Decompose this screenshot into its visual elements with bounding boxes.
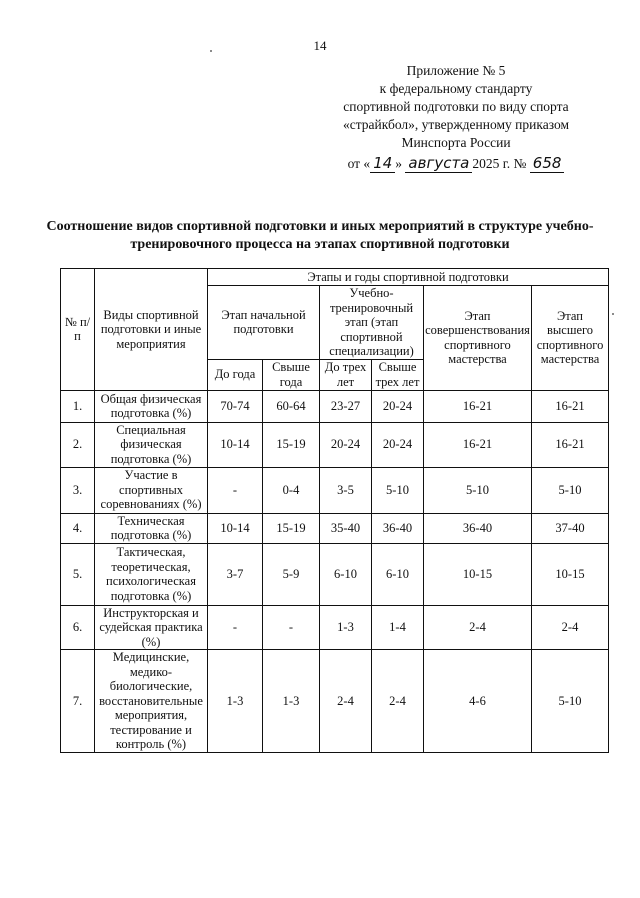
ratio-table [60, 268, 609, 753]
table-row [61, 543, 609, 605]
value-initial-2: 1-3 [263, 650, 320, 753]
row-name: Инструкторская и судейская практика (%) [95, 605, 208, 650]
value-training-2: 2-4 [372, 650, 424, 753]
document-title: Соотношение видов спортивной подготовки и иных мероприятий в структуре учебно-тренировочного процесса на этапах спортивной подготовки [46, 219, 594, 252]
row-num: 7. [61, 650, 95, 753]
value-training-1: 6-10 [320, 543, 372, 605]
page-number: 14 [313, 38, 327, 53]
row-name: Техническая подготовка (%) [95, 513, 208, 543]
date-month-handwritten: августа [405, 154, 472, 173]
value-initial-1: 1-3 [208, 650, 263, 753]
value-training-1: 3-5 [320, 467, 372, 513]
value-initial-1: - [208, 467, 263, 513]
value-highest: 5-10 [532, 650, 609, 753]
value-highest: 2-4 [532, 605, 609, 650]
value-initial-2: 5-9 [263, 543, 320, 605]
value-initial-1: 10-14 [208, 513, 263, 543]
row-name: Тактическая, теоретическая, психологическая подготовка (%) [95, 543, 208, 605]
header-num: № п/п [61, 269, 95, 391]
value-improvement: 36-40 [424, 513, 532, 543]
row-num: 3. [61, 467, 95, 513]
header-type: Виды спортивной подготовки и иные мероприятия [95, 269, 208, 391]
date-year: 2025 г. № [472, 156, 527, 171]
header-stage-highest: Этап высшего спортивного мастерства [532, 286, 609, 391]
annex-block [306, 62, 606, 173]
header-sub-initial-2: Свыше года [263, 359, 320, 390]
value-training-1: 23-27 [320, 390, 372, 422]
date-day-handwritten: 14 [370, 154, 395, 173]
table-header-row-1 [61, 269, 609, 286]
table-row [61, 650, 609, 753]
value-initial-1: 3-7 [208, 543, 263, 605]
value-initial-2: 0-4 [263, 467, 320, 513]
value-initial-1: 10-14 [208, 422, 263, 467]
table-row [61, 422, 609, 467]
value-improvement: 5-10 [424, 467, 532, 513]
table-row [61, 605, 609, 650]
date-mid: » [395, 156, 403, 171]
value-highest: 16-21 [532, 390, 609, 422]
row-num: 5. [61, 543, 95, 605]
value-training-1: 2-4 [320, 650, 372, 753]
row-name: Участие в спортивных соревнованиях (%) [95, 467, 208, 513]
row-num: 1. [61, 390, 95, 422]
value-initial-1: - [208, 605, 263, 650]
value-training-2: 36-40 [372, 513, 424, 543]
value-highest: 16-21 [532, 422, 609, 467]
annex-line-4: «страйкбол», утвержденному приказом [343, 117, 569, 132]
value-improvement: 16-21 [424, 422, 532, 467]
value-highest: 5-10 [532, 467, 609, 513]
annex-line-5: Минспорта России [401, 135, 511, 150]
annex-line-1: Приложение № 5 [406, 63, 506, 78]
value-initial-2: 15-19 [263, 422, 320, 467]
table-row [61, 390, 609, 422]
header-sub-training-1: До трех лет [320, 359, 372, 390]
annex-line-2: к федеральному стандарту [379, 81, 533, 96]
row-num: 2. [61, 422, 95, 467]
value-training-2: 20-24 [372, 390, 424, 422]
header-stages: Этапы и годы спортивной подготовки [208, 269, 609, 286]
order-number-handwritten: 658 [530, 154, 565, 173]
row-num: 4. [61, 513, 95, 543]
value-training-1: 20-24 [320, 422, 372, 467]
value-initial-2: - [263, 605, 320, 650]
header-sub-initial-1: До года [208, 359, 263, 390]
row-num: 6. [61, 605, 95, 650]
value-initial-1: 70-74 [208, 390, 263, 422]
value-training-1: 35-40 [320, 513, 372, 543]
value-training-2: 5-10 [372, 467, 424, 513]
order-date-line [306, 154, 606, 173]
value-initial-2: 60-64 [263, 390, 320, 422]
value-improvement: 4-6 [424, 650, 532, 753]
header-stage-improvement: Этап совершенствования спортивного мастерства [424, 286, 532, 391]
header-stage-initial: Этап начальной подготовки [208, 286, 320, 360]
value-training-2: 6-10 [372, 543, 424, 605]
header-stage-training: Учебно-тренировочный этап (этап спортивной специализации) [320, 286, 424, 360]
value-initial-2: 15-19 [263, 513, 320, 543]
value-training-2: 1-4 [372, 605, 424, 650]
row-name: Медицинские, медико-биологические, восстановительные мероприятия, тестирование и контроль (%) [95, 650, 208, 753]
scan-speck [612, 313, 614, 315]
table-row [61, 467, 609, 513]
annex-line-3: спортивной подготовки по виду спорта [343, 99, 569, 114]
value-improvement: 10-15 [424, 543, 532, 605]
value-highest: 37-40 [532, 513, 609, 543]
value-highest: 10-15 [532, 543, 609, 605]
value-improvement: 2-4 [424, 605, 532, 650]
header-sub-training-2: Свыше трех лет [372, 359, 424, 390]
value-improvement: 16-21 [424, 390, 532, 422]
row-name: Специальная физическая подготовка (%) [95, 422, 208, 467]
date-prefix: от « [347, 156, 371, 171]
table-body [61, 390, 609, 753]
value-training-2: 20-24 [372, 422, 424, 467]
value-training-1: 1-3 [320, 605, 372, 650]
row-name: Общая физическая подготовка (%) [95, 390, 208, 422]
table-row [61, 513, 609, 543]
